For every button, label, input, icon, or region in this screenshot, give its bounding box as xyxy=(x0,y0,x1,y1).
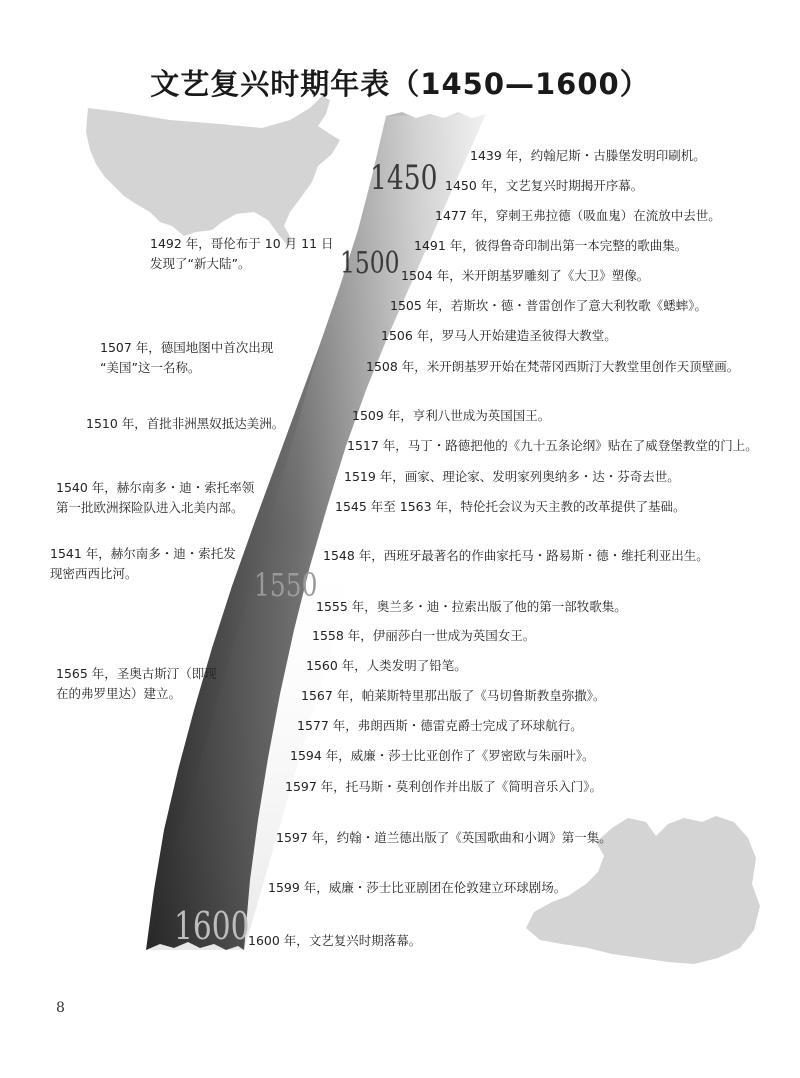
event-1577: 1577 年，弗朗西斯・德雷克爵士完成了环球航行。 xyxy=(297,718,583,733)
year-marker-1550: 1550 xyxy=(254,566,318,604)
left-event-1541: 1541 年，赫尔南多・迪・索托发 现密西西比河。 xyxy=(50,546,236,581)
left-event-1565: 1565 年，圣奥古斯汀（即现 在的弗罗里达）建立。 xyxy=(56,666,217,701)
event-1517: 1517 年，马丁・路德把他的《九十五条论纲》贴在了威登堡教堂的门上。 xyxy=(347,438,758,453)
event-1504: 1504 年，米开朗基罗雕刻了《大卫》塑像。 xyxy=(401,268,650,283)
left-event-1492: 1492 年，哥伦布于 10 月 11 日 发现了“新大陆”。 xyxy=(150,236,334,271)
event-1594: 1594 年，威廉・莎士比亚创作了《罗密欧与朱丽叶》。 xyxy=(290,748,595,763)
year-marker-1450: 1450 xyxy=(370,158,438,198)
year-marker-1600: 1600 xyxy=(174,904,250,948)
event-1519: 1519 年，画家、理论家、发明家列奥纳多・达・芬奇去世。 xyxy=(344,469,680,484)
left-event-1540: 1540 年，赫尔南多・迪・索托率领 第一批欧洲探险队进入北美内部。 xyxy=(56,480,255,515)
year-marker-1500: 1500 xyxy=(340,246,400,281)
page-title: 文艺复兴时期年表（1450—1600） xyxy=(150,67,650,101)
event-1560: 1560 年，人类发明了铅笔。 xyxy=(306,658,467,673)
north-america-map xyxy=(86,96,340,246)
event-1548: 1548 年，西班牙最著名的作曲家托马・路易斯・德・维托利亚出生。 xyxy=(323,548,709,563)
event-1545: 1545 年至 1563 年，特伦托会议为天主教的改革提供了基础。 xyxy=(335,499,686,514)
left-event-1510: 1510 年，首批非洲黑奴抵达美洲。 xyxy=(86,416,285,431)
event-1505: 1505 年，若斯坎・德・普雷创作了意大利牧歌《蟋蟀》。 xyxy=(390,298,708,313)
event-1597-dowland: 1597 年，约翰・道兰德出版了《英国歌曲和小调》第一集。 xyxy=(276,830,612,845)
event-1509: 1509 年，亨利八世成为英国国王。 xyxy=(352,408,551,423)
event-1555: 1555 年，奥兰多・迪・拉索出版了他的第一部牧歌集。 xyxy=(316,599,627,614)
event-1558: 1558 年，伊丽莎白一世成为英国女王。 xyxy=(312,628,536,643)
event-1439: 1439 年，约翰尼斯・古滕堡发明印刷机。 xyxy=(470,148,706,163)
event-1506: 1506 年，罗马人开始建造圣彼得大教堂。 xyxy=(381,328,617,343)
event-1600: 1600 年，文艺复兴时期落幕。 xyxy=(248,933,422,948)
left-event-1507: 1507 年，德国地图中首次出现 “美国”这一名称。 xyxy=(100,340,274,375)
event-1599: 1599 年，威廉・莎士比亚剧团在伦敦建立环球剧场。 xyxy=(268,880,567,895)
event-1567: 1567 年，帕莱斯特里那出版了《马切鲁斯教皇弥撒》。 xyxy=(301,688,606,703)
event-1491: 1491 年，彼得鲁奇印制出第一本完整的歌曲集。 xyxy=(414,238,688,253)
page-number: 8 xyxy=(56,1000,65,1016)
event-1508: 1508 年，米开朗基罗开始在梵蒂冈西斯汀大教堂里创作天顶壁画。 xyxy=(366,359,740,374)
event-1450: 1450 年，文艺复兴时期揭开序幕。 xyxy=(445,178,644,193)
event-1477: 1477 年，穿刺王弗拉德（吸血鬼）在流放中去世。 xyxy=(435,208,721,223)
event-1597-morley: 1597 年，托马斯・莫利创作并出版了《简明音乐入门》。 xyxy=(285,779,603,794)
